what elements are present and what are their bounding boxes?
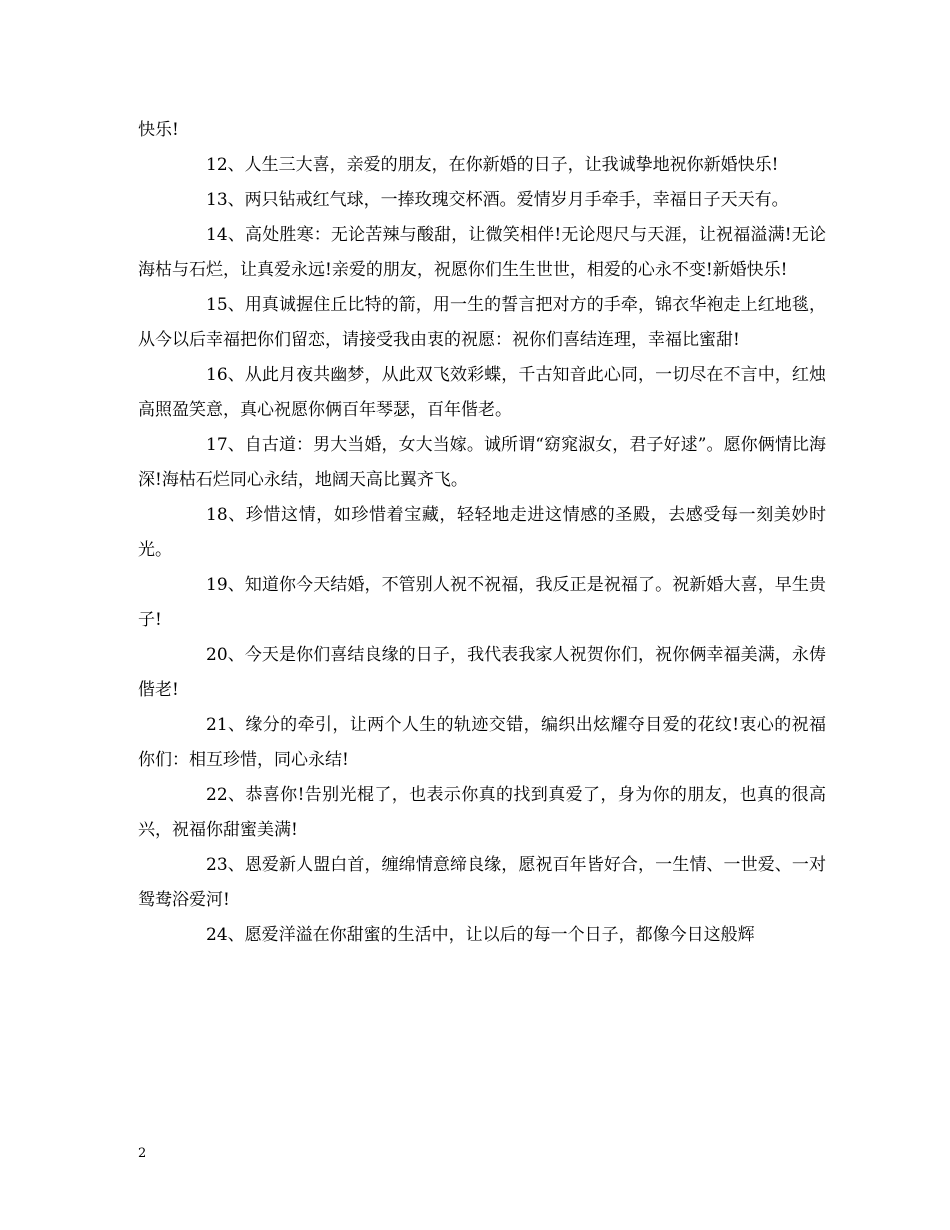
paragraph: 20、今天是你们喜结良缘的日子，我代表我家人祝贺你们，祝你俩幸福美满，永俦偕老!	[138, 645, 826, 700]
page-number: 2	[138, 1146, 147, 1161]
page-body	[138, 113, 826, 953]
paragraph: 18、珍惜这情，如珍惜着宝藏，轻轻地走进这情感的圣殿，去感受每一刻美妙时光。	[138, 505, 826, 560]
paragraph: 12、人生三大喜，亲爱的朋友，在你新婚的日子，让我诚挚地祝你新婚快乐!	[206, 155, 779, 175]
paragraph: 17、自古道：男大当婚，女大当嫁。诚所谓“窈窕淑女，君子好逑”。愿你俩情比海深!海枯石烂同心永结，地阔天高比翼齐飞。	[138, 435, 826, 490]
paragraph: 21、缘分的牵引，让两个人生的轨迹交错，编织出炫耀夺目爱的花纹!衷心的祝福你们：相互珍惜，同心永结!	[138, 715, 826, 770]
paragraph: 快乐!	[138, 120, 179, 140]
paragraph: 14、高处胜寒：无论苦辣与酸甜，让微笑相伴!无论咫尺与天涯，让祝福溢满!无论海枯与石烂，让真爱永远!亲爱的朋友，祝愿你们生生世世，相爱的心永不变!新婚快乐!	[138, 225, 826, 280]
paragraph: 15、用真诚握住丘比特的箭，用一生的誓言把对方的手牵，锦衣华袍走上红地毯，从今以后幸福把你们留恋，请接受我由衷的祝愿：祝你们喜结连理，幸福比蜜甜!	[138, 295, 826, 350]
paragraph: 19、知道你今天结婚，不管别人祝不祝福，我反正是祝福了。祝新婚大喜，早生贵子!	[138, 575, 826, 630]
paragraph: 16、从此月夜共幽梦，从此双飞效彩蝶，千古知音此心同，一切尽在不言中，红烛高照盈笑意，真心祝愿你俩百年琴瑟，百年偕老。	[138, 365, 826, 420]
paragraph: 13、两只钻戒红气球，一捧玫瑰交杯酒。爱情岁月手牵手，幸福日子天天有。	[206, 190, 789, 210]
paragraph: 23、恩爱新人盟白首，缠绵情意缔良缘，愿祝百年皆好合，一生情、一世爱、一对鸳鸯浴爱河!	[138, 855, 826, 910]
paragraph: 24、愿爱洋溢在你甜蜜的生活中，让以后的每一个日子，都像今日这般辉	[206, 925, 755, 945]
paragraph: 22、恭喜你!告别光棍了，也表示你真的找到真爱了，身为你的朋友，也真的很高兴，祝福你甜蜜美满!	[138, 785, 826, 840]
